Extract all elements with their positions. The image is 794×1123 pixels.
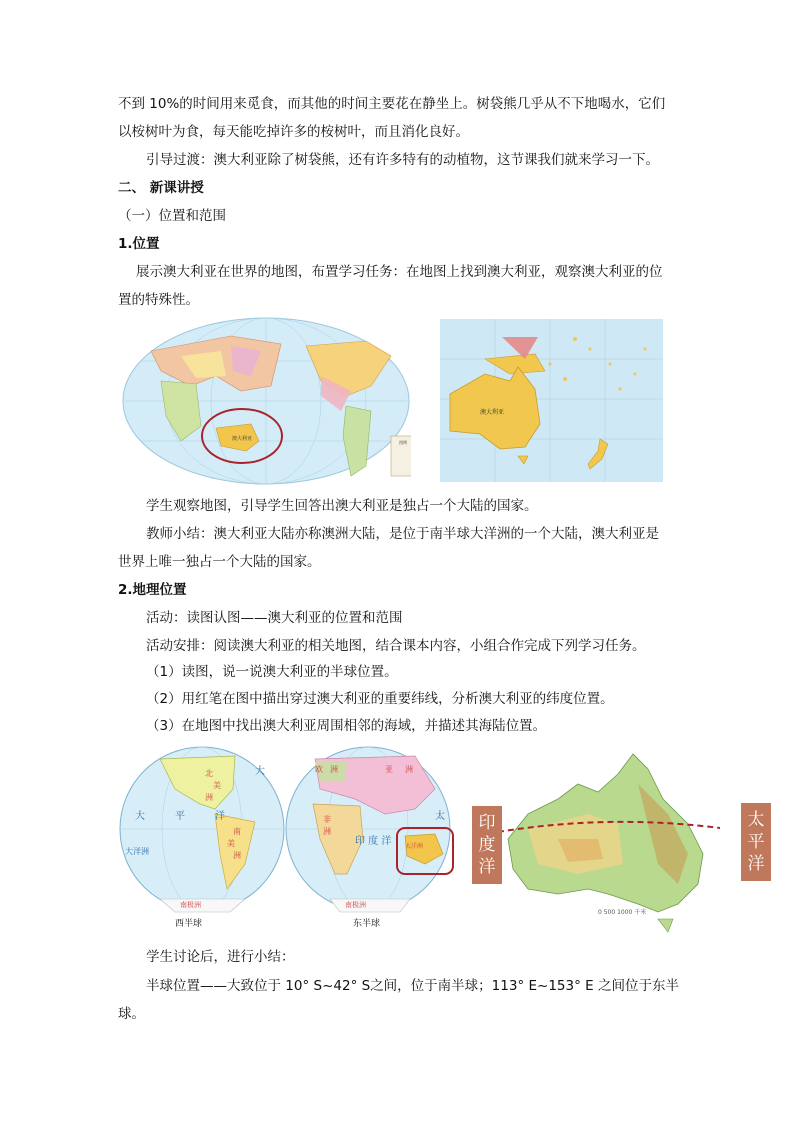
task-item: （3）在地图中找出澳大利亚周围相邻的海域，并描述其海陆位置。: [146, 718, 547, 734]
west-hemisphere-label: 西半球: [175, 919, 203, 929]
paragraph-line: 世界上唯一独占一个大陆的国家。: [118, 554, 321, 570]
svg-text:南: 南: [233, 827, 241, 836]
svg-text:洲: 洲: [205, 793, 213, 802]
svg-text:大: 大: [255, 766, 265, 777]
australia-physical-map: [498, 744, 720, 938]
svg-text:大: 大: [135, 811, 145, 822]
hemispheres-figure: [115, 744, 460, 930]
svg-text:欧: 欧: [315, 765, 323, 774]
world-map-figure: [121, 316, 411, 486]
task-item: （2）用红笔在图中描出穿过澳大利亚的重要纬线，分析澳大利亚的纬度位置。: [146, 691, 614, 707]
tag-char: 洋: [478, 857, 496, 877]
svg-text:洲: 洲: [405, 765, 413, 774]
tag-char: 洋: [747, 854, 765, 874]
paragraph-line: 不到 10%的时间用来觅食，而其他的时间主要花在静坐上。树袋熊几乎从不下地喝水，它们: [118, 96, 666, 112]
svg-text:洲: 洲: [323, 827, 331, 836]
heading-geo-position: 2.地理位置: [118, 582, 187, 598]
paragraph-line: 学生观察地图，引导学生回答出澳大利亚是独占一个大陆的国家。: [146, 498, 538, 514]
tag-char: 平: [747, 832, 765, 852]
svg-text:南极洲: 南极洲: [345, 901, 366, 909]
svg-text:北: 北: [205, 769, 213, 778]
svg-text:太: 太: [435, 811, 445, 822]
oceania-map-figure: [440, 319, 663, 482]
paragraph-line: 半球位置——大致位于 10° S~42° S之间，位于南半球；113° E~153° E 之间位于东半: [146, 978, 679, 994]
svg-text:澳大利亚: 澳大利亚: [232, 436, 253, 442]
svg-text:洋: 洋: [215, 811, 225, 822]
section-heading: 二、 新课讲授: [118, 180, 204, 196]
svg-text:图例: 图例: [399, 440, 407, 445]
indian-ocean-tag: [472, 806, 502, 884]
subsection-heading: （一）位置和范围: [118, 208, 226, 224]
svg-text:非: 非: [323, 815, 331, 824]
paragraph-line: 以桉树叶为食，每天能吃掉许多的桉树叶，而且消化良好。: [118, 124, 469, 140]
svg-text:洲: 洲: [330, 765, 338, 774]
svg-text:大洋洲: 大洋洲: [125, 847, 149, 856]
tag-char: 度: [478, 835, 496, 855]
paragraph-line: 展示澳大利亚在世界的地图，布置学习任务：在地图上找到澳大利亚，观察澳大利亚的位: [136, 264, 663, 280]
tag-char: 印: [478, 813, 496, 833]
svg-text:大洋洲: 大洋洲: [405, 843, 424, 850]
scale-label: 0 500 1000 千米: [598, 909, 647, 916]
svg-text:亚: 亚: [385, 765, 393, 774]
east-hemisphere-label: 东半球: [353, 919, 381, 929]
pacific-ocean-tag: [741, 803, 771, 881]
paragraph-line: 活动安排：阅读澳大利亚的相关地图，结合课本内容，小组合作完成下列学习任务。: [146, 638, 646, 654]
svg-text:平: 平: [175, 811, 185, 822]
task-item: （1）读图，说一说澳大利亚的半球位置。: [146, 664, 398, 680]
svg-text:南极洲: 南极洲: [180, 901, 201, 909]
svg-text:澳大利亚: 澳大利亚: [480, 409, 505, 416]
paragraph-line: 学生讨论后，进行小结：: [146, 949, 295, 965]
heading-position: 1.位置: [118, 236, 160, 252]
svg-text:美: 美: [227, 839, 235, 848]
svg-text:美: 美: [213, 781, 221, 790]
paragraph-line: 球。: [118, 1006, 145, 1022]
svg-text:洲: 洲: [233, 851, 241, 860]
paragraph-line: 教师小结：澳大利亚大陆亦称澳洲大陆，是位于南半球大洋洲的一个大陆，澳大利亚是: [146, 526, 659, 542]
paragraph-line: 置的特殊性。: [118, 292, 199, 308]
paragraph-line: 活动：读图认图——澳大利亚的位置和范围: [146, 610, 403, 626]
paragraph-line: 引导过渡：澳大利亚除了树袋熊，还有许多特有的动植物，这节课我们就来学习一下。: [146, 152, 659, 168]
tag-char: 太: [747, 810, 765, 830]
svg-text:印 度 洋: 印 度 洋: [355, 836, 392, 847]
